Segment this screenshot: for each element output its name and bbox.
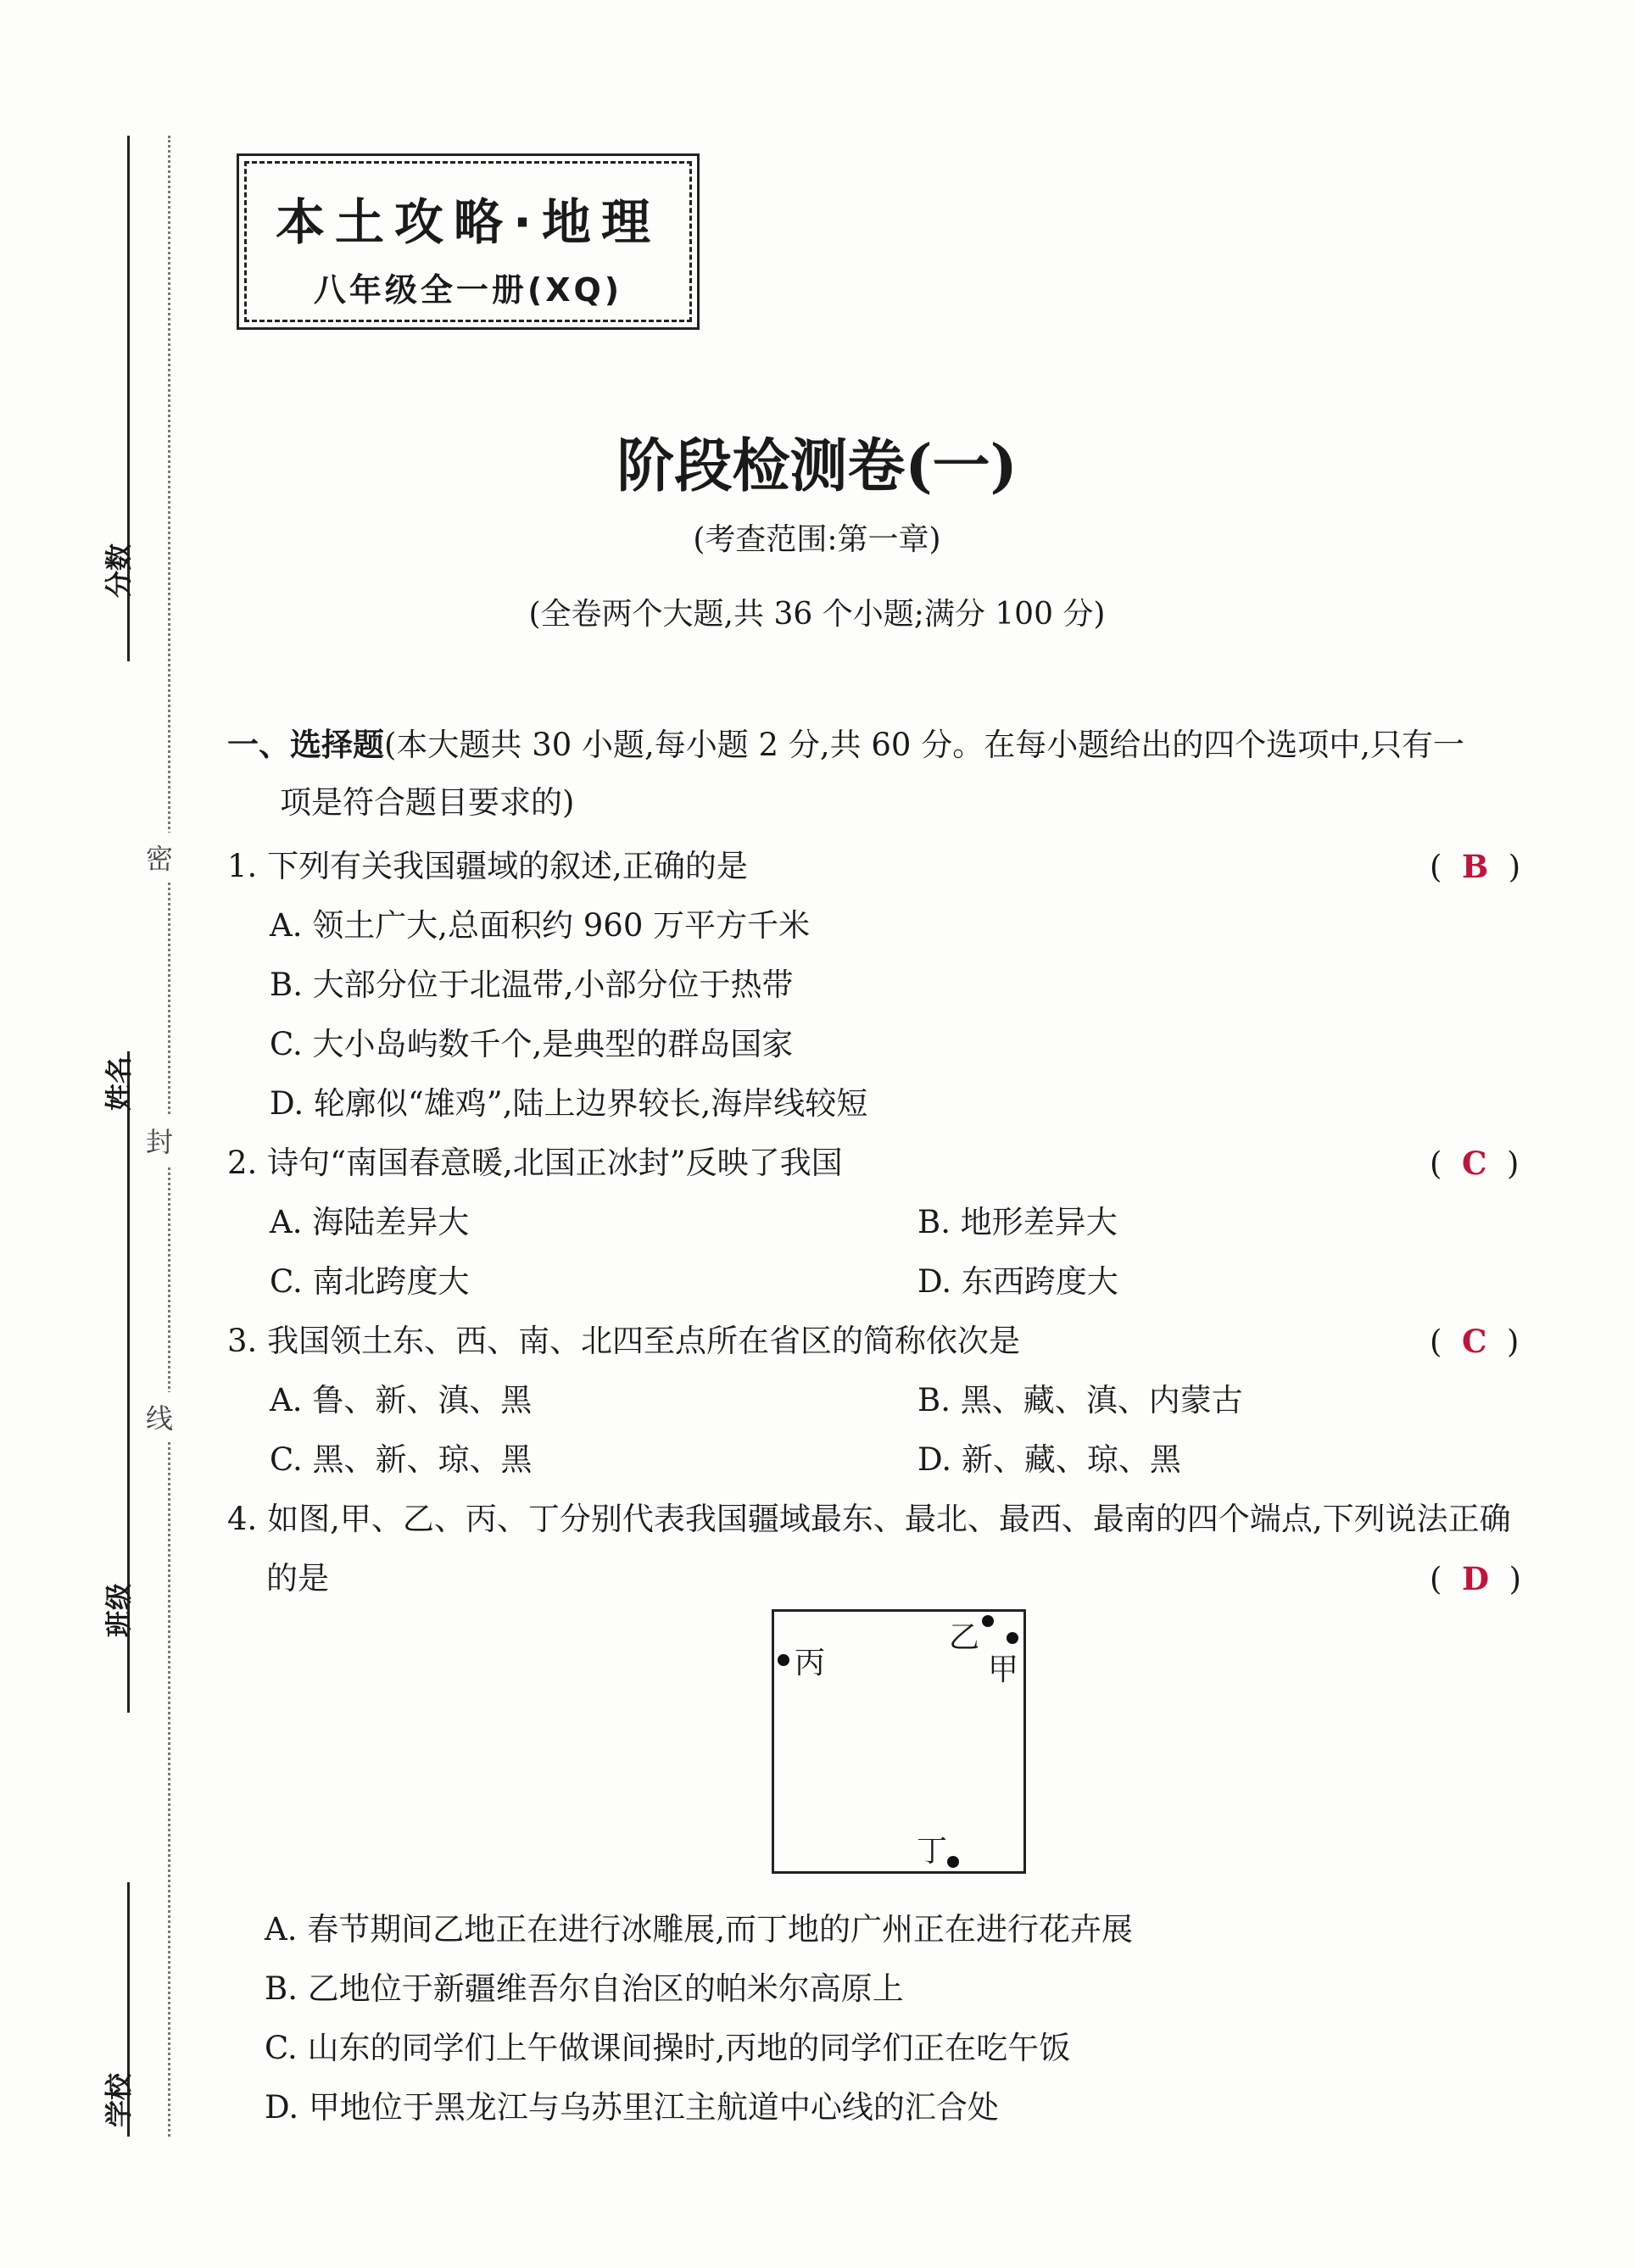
question-4-answer: ( D ) [1430, 1560, 1522, 1597]
q4-option-b: B. 乙地位于新疆维吾尔自治区的帕米尔高原上 [265, 1970, 904, 2007]
q3-option-a: A. 鲁、新、滇、黑 [270, 1382, 533, 1418]
point-ding-label: 丁 [917, 1834, 948, 1869]
point-ding-dot [947, 1856, 959, 1868]
point-yi-dot [982, 1615, 994, 1627]
section-desc-line1: (本大题共 30 小题,每小题 2 分,共 60 分。在每小题给出的四个选项中,只有一 [384, 727, 1464, 763]
point-bing-dot [778, 1654, 789, 1666]
question-1-stem: 1. 下列有关我国疆域的叙述,正确的是 [227, 848, 748, 884]
seal-char-feng: 封 [146, 1116, 173, 1165]
q1-option-b: B. 大部分位于北温带,小部分位于热带 [270, 967, 794, 1003]
question-3-stem: 3. 我国领土东、西、南、北四至点所在省区的简称依次是 [227, 1323, 1021, 1359]
section-label: 一、选择题 [227, 727, 384, 763]
q3-option-d: D. 新、藏、琼、黑 [917, 1441, 1181, 1478]
point-jia-dot [1007, 1632, 1018, 1644]
question-4-stem-line2: 的是 [266, 1560, 329, 1597]
question-4-stem-line1: 4. 如图,甲、乙、丙、丁分别代表我国疆域最东、最北、最西、最南的四个端点,下列说法正确 [227, 1501, 1511, 1537]
point-bing-label: 丙 [795, 1646, 826, 1680]
extreme-points-figure [772, 1609, 1026, 1874]
page-title: 阶段检测卷(一) [616, 432, 1018, 500]
q3-option-b: B. 黑、藏、滇、内蒙古 [917, 1382, 1243, 1418]
seal-char-mi: 密 [146, 833, 173, 882]
brand-title: 本土攻略·地理 [275, 193, 661, 251]
exam-total: (全卷两个大题,共 36 个小题;满分 100 分) [528, 597, 1106, 632]
question-2-answer: ( C ) [1430, 1145, 1520, 1182]
q1-option-d: D. 轮廓似“雄鸡”,陆上边界较长,海岸线较短 [270, 1085, 868, 1122]
answer-letter: C [1461, 1323, 1487, 1360]
score-label: 分数 [103, 543, 136, 599]
brand-box [244, 161, 692, 322]
q4-option-d: D. 甲地位于黑龙江与乌苏里江主航道中心线的汇合处 [265, 2089, 999, 2126]
q2-option-b: B. 地形差异大 [917, 1204, 1118, 1240]
section-heading [227, 716, 1550, 832]
q2-option-d: D. 东西跨度大 [917, 1263, 1118, 1300]
school-label: 学校 [103, 2072, 136, 2128]
point-yi-label: 乙 [949, 1620, 980, 1655]
q4-option-a: A. 春节期间乙地正在进行冰雕展,而丁地的广州正在进行花卉展 [265, 1911, 1134, 1948]
brand-subtitle: 八年级全一册(XQ) [313, 271, 623, 309]
question-3-answer: ( C ) [1430, 1323, 1520, 1360]
answer-letter: B [1461, 848, 1489, 885]
q2-option-c: C. 南北跨度大 [270, 1263, 470, 1300]
section-desc-line2: 项是符合题目要求的) [280, 784, 575, 821]
exam-scope: (考查范围:第一章) [693, 522, 941, 557]
q3-option-c: C. 黑、新、琼、黑 [270, 1441, 533, 1478]
answer-letter: C [1461, 1145, 1487, 1182]
class-label: 班级 [103, 1582, 136, 1638]
point-jia-label: 甲 [988, 1652, 1019, 1687]
q4-option-c: C. 山东的同学们上午做课间操时,丙地的同学们正在吃午饭 [265, 2030, 1071, 2066]
q1-option-c: C. 大小岛屿数千个,是典型的群岛国家 [270, 1026, 794, 1062]
name-label: 姓名 [103, 1056, 136, 1112]
question-1-answer: ( B ) [1430, 848, 1521, 885]
seal-char-xian: 线 [146, 1392, 173, 1441]
q2-option-a: A. 海陆差异大 [270, 1204, 470, 1240]
q1-option-a: A. 领土广大,总面积约 960 万平方千米 [270, 907, 811, 944]
question-2-stem: 2. 诗句“南国春意暖,北国正冰封”反映了我国 [227, 1145, 843, 1181]
answer-letter: D [1461, 1560, 1490, 1597]
